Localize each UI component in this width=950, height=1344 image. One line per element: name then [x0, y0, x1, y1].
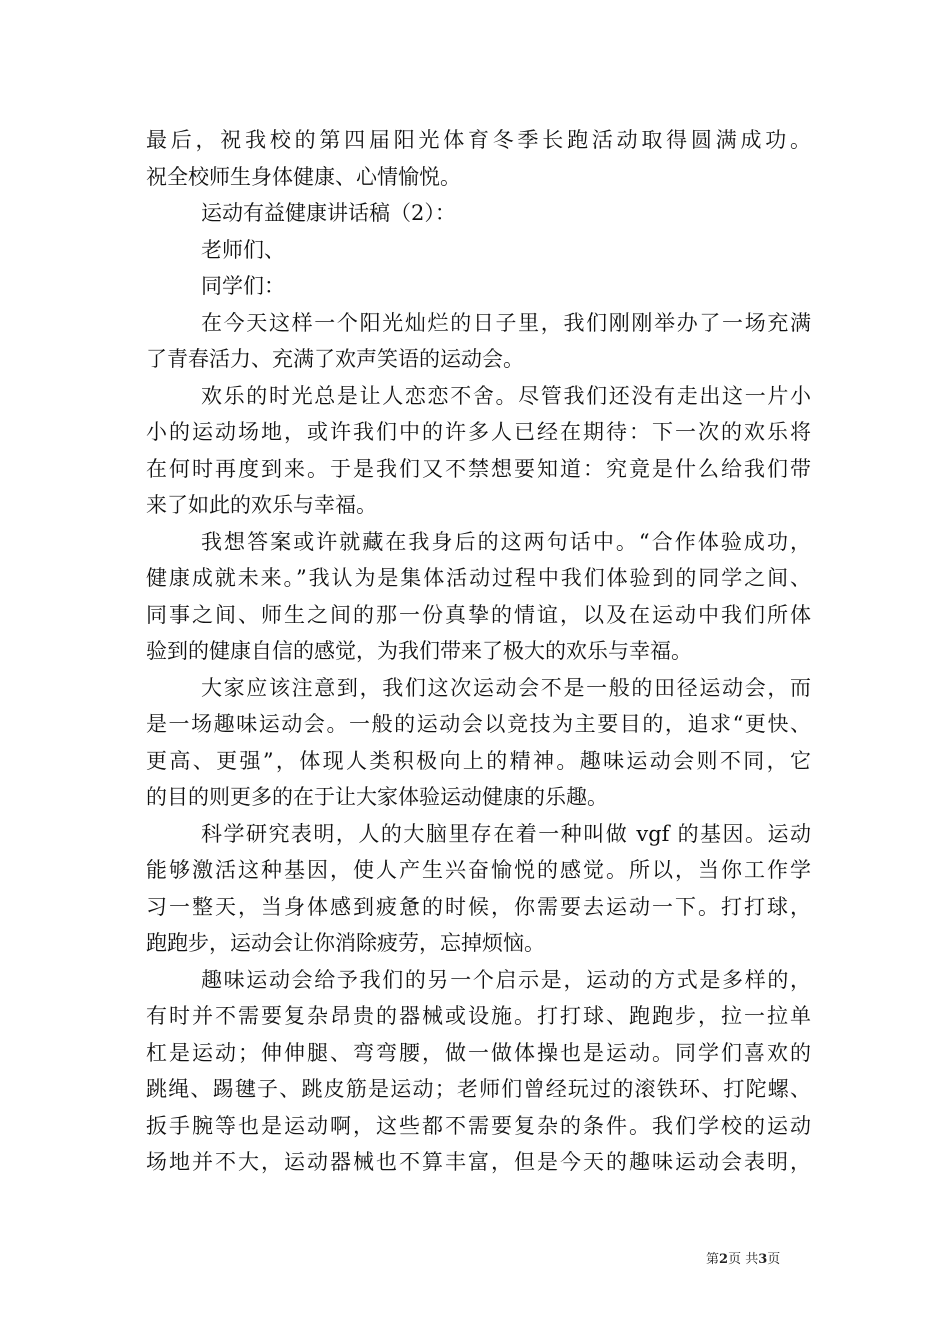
text-line: 了青春活力、充满了欢声笑语的运动会。 — [146, 347, 524, 371]
text-line: 小的运动场地，或许我们中的许多人已经在期待：下一次的欢乐将 — [146, 420, 811, 444]
text-line: 扳手腕等也是运动啊，这些都不需要复杂的条件。我们学校的运动 — [146, 1113, 811, 1138]
section-heading: 运动有益健康讲话稿（2）： — [201, 201, 456, 225]
salutation-line: 老师们、 — [201, 237, 285, 262]
current-page-number: 2 — [719, 1252, 729, 1267]
text-line: 来了如此的欢乐与幸福。 — [146, 493, 377, 517]
text-line: 的目的则更多的在于让大家体验运动健康的乐趣。 — [146, 785, 608, 809]
text-line: 场地并不大，运动器械也不算丰富，但是今天的趣味运动会表明， — [146, 1150, 811, 1174]
text-line: 同事之间、师生之间的那一份真挚的情谊，以及在运动中我们所体 — [146, 602, 811, 627]
text-line: 跑跑步，运动会让你消除疲劳，忘掉烦恼。 — [146, 931, 545, 955]
text-line: 祝全校师生身体健康、心情愉悦。 — [146, 164, 461, 189]
text-line: 能够激活这种基因，使人产生兴奋愉悦的感觉。所以，当你工作学 — [146, 858, 811, 882]
page-prefix: 第 — [706, 1252, 720, 1267]
text-line: 验到的健康自信的感觉，为我们带来了极大的欢乐与幸福。 — [146, 639, 692, 663]
page-suffix: 页 — [767, 1252, 781, 1267]
text-line: 跳绳、踢毽子、跳皮筋是运动；老师们曾经玩过的滚铁环、打陀螺、 — [146, 1077, 811, 1101]
text-line: 杠是运动；伸伸腿、弯弯腰，做一做体操也是运动。同学们喜欢的 — [146, 1040, 811, 1065]
text-line: 最后，祝我校的第四届阳光体育冬季长跑活动取得圆满成功。 — [146, 128, 811, 152]
text-line: 更高、更强”，体现人类积极向上的精神。趣味运动会则不同，它 — [146, 748, 811, 773]
body-text — [146, 122, 811, 1181]
text-line: 欢乐的时光总是让人恋恋不舍。尽管我们还没有走出这一片小 — [201, 383, 811, 408]
text-line: 科学研究表明，人的大脑里存在着一种叫做 vgf 的基因。运动 — [201, 821, 811, 846]
text-line: 在今天这样一个阳光灿烂的日子里，我们刚刚举办了一场充满 — [201, 310, 811, 335]
total-page-number: 3 — [758, 1252, 768, 1267]
page-number-footer — [706, 1248, 780, 1267]
text-line: 健康成就未来。”我认为是集体活动过程中我们体验到的同学之间、 — [146, 566, 811, 590]
text-line: 大家应该注意到，我们这次运动会不是一般的田径运动会，而 — [201, 675, 811, 700]
text-line: 在何时再度到来。于是我们又不禁想要知道：究竟是什么给我们带 — [146, 456, 811, 481]
text-line: 我想答案或许就藏在我身后的这两句话中。“合作体验成功， — [201, 529, 811, 554]
text-line: 趣味运动会给予我们的另一个启示是，运动的方式是多样的， — [201, 967, 811, 992]
text-line: 习一整天，当身体感到疲惫的时候，你需要去运动一下。打打球， — [146, 894, 811, 919]
page-middle: 页 共 — [728, 1252, 759, 1267]
text-line: 有时并不需要复杂昂贵的器械或设施。打打球、跑跑步，拉一拉单 — [146, 1004, 811, 1028]
salutation-line: 同学们： — [201, 274, 285, 298]
text-line: 是一场趣味运动会。一般的运动会以竞技为主要目的，追求“更快、 — [146, 712, 811, 736]
